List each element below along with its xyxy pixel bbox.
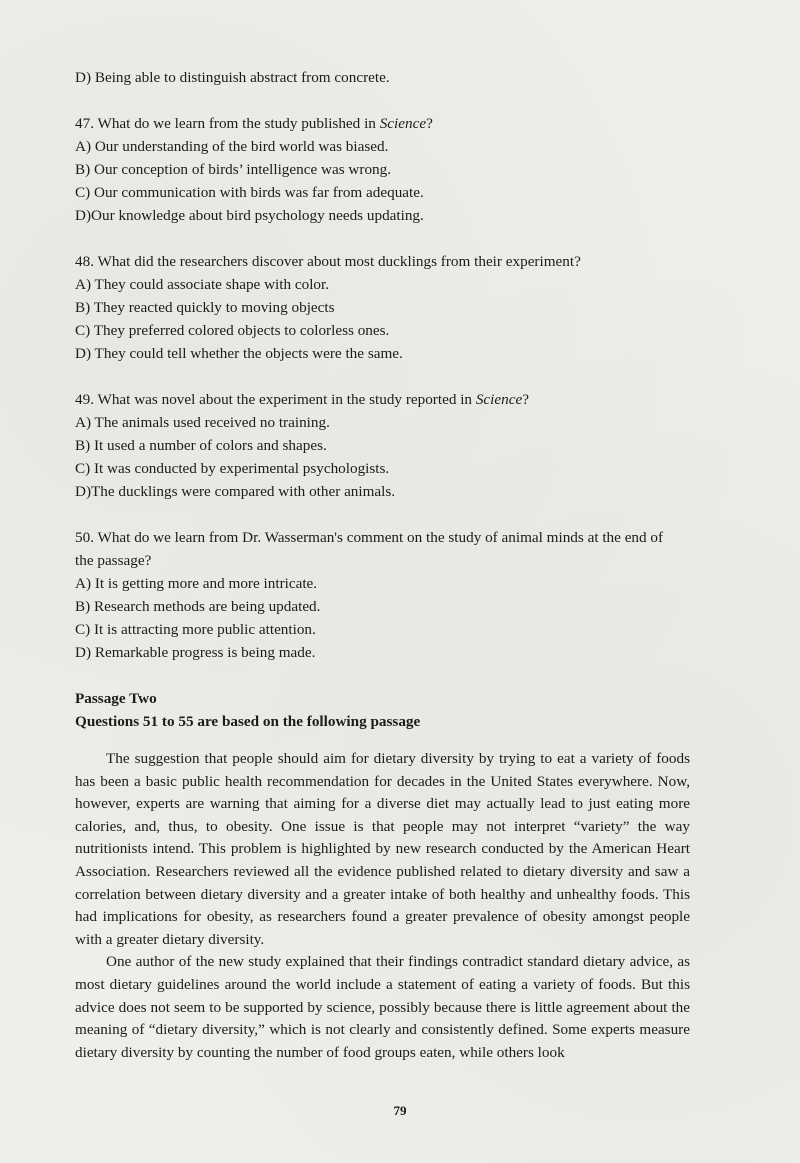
question-50-option-d: D) Remarkable progress is being made. — [75, 644, 316, 661]
question-49-option-d: D)The ducklings were compared with other animals. — [75, 483, 396, 500]
question-47-option-a: A) Our understanding of the bird world was biased. — [75, 138, 389, 155]
question-50-option-b: B) Research methods are being updated. — [75, 598, 321, 615]
question-47-option-d: D)Our knowledge about bird psychology needs updating. — [75, 207, 424, 224]
page-number: 79 — [393, 1103, 407, 1118]
question-50-option-c: C) It is attracting more public attention. — [75, 621, 316, 638]
question-46-option-d: D) Being able to distinguish abstract from concrete. — [75, 69, 390, 86]
question-49-stem: 49. What was novel about the experiment in the study reported in Science? — [75, 391, 529, 408]
passage-heading: Passage Two — [75, 690, 157, 707]
question-48-option-c: C) They preferred colored objects to colorless ones. — [75, 322, 390, 339]
question-47-option-b: B) Our conception of birds’ intelligence was wrong. — [75, 161, 392, 178]
question-47-option-c: C) Our communication with birds was far from adequate. — [75, 184, 424, 201]
question-49-option-c: C) It was conducted by experimental psychologists. — [75, 460, 390, 477]
question-47-stem: 47. What do we learn from the study published in Science? — [75, 115, 433, 132]
question-48-option-b: B) They reacted quickly to moving objects — [75, 299, 335, 316]
passage-paragraph-2: One author of the new study explained that their findings contradict standard dietary advice, as most dietary guidelines around the world include a statement of eating a variety of foods. But this advice does not seem to be supported by science, possibly because there is little agreement about the meaning of “dietary diversity,” which is not clearly and consistently defined. Some experts measure dietary diversity by counting the number of food groups eaten, while others look — [75, 953, 690, 1061]
question-48-option-a: A) They could associate shape with color. — [75, 276, 330, 293]
question-50-option-a: A) It is getting more and more intricate. — [75, 575, 318, 592]
question-48-option-d: D) They could tell whether the objects were the same. — [75, 345, 403, 362]
question-49-option-b: B) It used a number of colors and shapes. — [75, 437, 327, 454]
page-content — [75, 66, 690, 1064]
question-48-stem: 48. What did the researchers discover about most ducklings from their experiment? — [75, 253, 581, 270]
passage-paragraph-1: The suggestion that people should aim for dietary diversity by trying to eat a variety of foods has been a basic public health recommendation for decades in the United States everywhere. Now, however, experts are warning that aiming for a diverse diet may actually lead to just eating more calories, and, thus, to obesity. One issue is that people may not interpret “variety” the way nutritionists intend. This problem is highlighted by new research conducted by the American Heart Association. Researchers reviewed all the evidence published related to dietary diversity and saw a correlation between dietary diversity and a greater intake of both healthy and unhealthy foods. This had implications for obesity, as researchers found a greater prevalence of obesity amongst people with a greater dietary diversity. — [75, 750, 690, 948]
question-50-stem-line1: 50. What do we learn from Dr. Wasserman's comment on the study of animal minds at the end of — [75, 529, 664, 546]
passage-subheading: Questions 51 to 55 are based on the following passage — [75, 713, 421, 730]
question-50-stem-line2: the passage? — [75, 552, 152, 569]
question-49-option-a: A) The animals used received no training. — [75, 414, 330, 431]
